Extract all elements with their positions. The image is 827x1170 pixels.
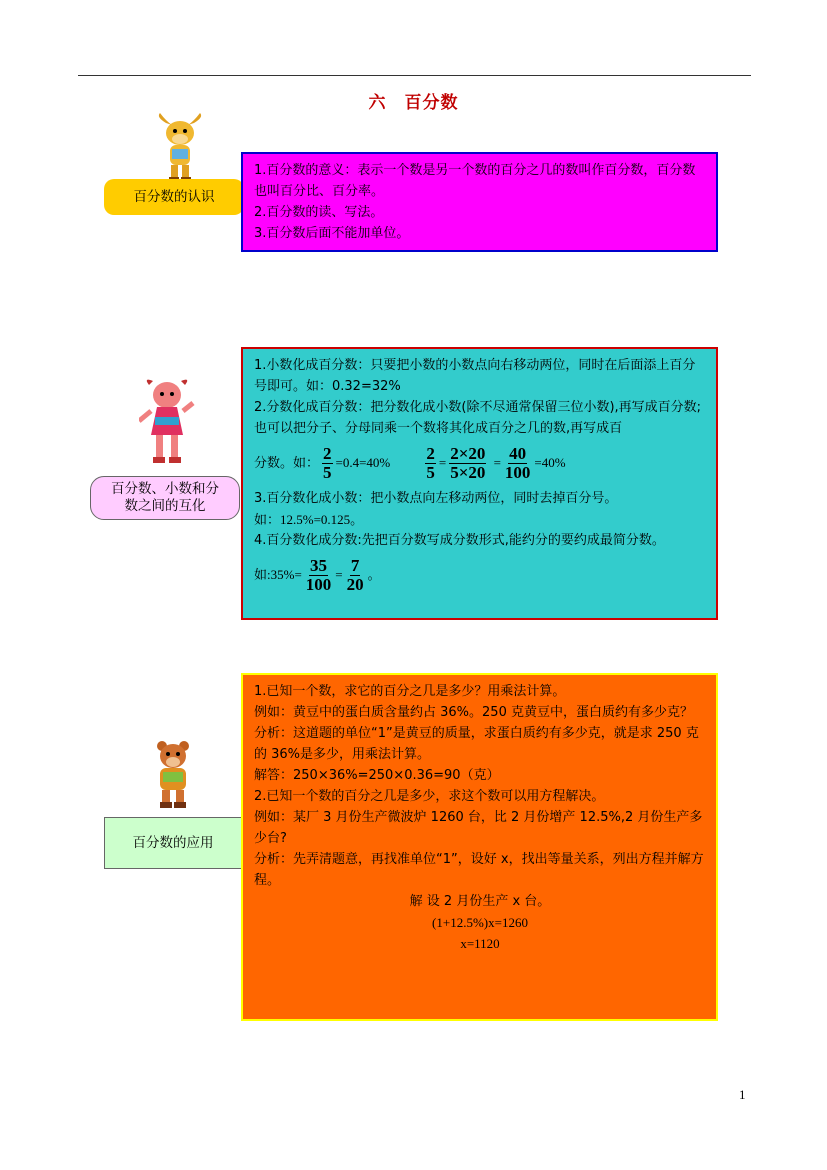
section2-label: 百分数、小数和分数之间的互化 (90, 476, 240, 520)
bear-mascot-image (150, 740, 196, 810)
section3-line: 1.已知一个数，求它的百分之几是多少？用乘法计算。 (254, 684, 566, 699)
solution-line: (1+12.5%)x=1260 (432, 915, 528, 930)
ex3-prefix: 如:35%= (254, 567, 302, 582)
fraction-2x20-5x20: $\frac{2\times 20}{5\times 20}$ (450, 444, 486, 482)
section2-box (241, 347, 718, 620)
section2-line4-example (254, 555, 706, 596)
section3-line: 例如：某厂 3 月份生产微波炉 1260 台，比 2 月份增产 12.5%,2 月份生产多少台? (254, 810, 703, 846)
section1-line: 2.百分数的读、写法。 (254, 205, 384, 220)
dancing-mascot-image (139, 377, 195, 469)
section3-line: 2.已知一个数的百分之几是多少，求这个数可以用方程解决。 (254, 789, 605, 804)
solution-line: x=1120 (460, 936, 500, 951)
section3-label: 百分数的应用 (104, 817, 242, 869)
section1-box (241, 152, 718, 252)
solution-line: 解 设 2 月份生产 x 台。 (409, 894, 551, 909)
page-number: 1 (739, 1087, 746, 1102)
section3-box (241, 673, 718, 1021)
section2-fraction-examples (254, 443, 706, 484)
section3-line: 分析：这道题的单位“1”是黄豆的质量，求蛋白质约有多少克，就是求 250 克的 36%是多少，用乘法计算。 (254, 726, 699, 762)
header-rule (78, 75, 751, 76)
section3-line: 分析：先弄清题意，再找准单位“1”，设好 x，找出等量关系，列出方程并解方程。 (254, 852, 704, 888)
section1-label: 百分数的认识 (104, 179, 244, 215)
section1-line: 1.百分数的意义：表示一个数是另一个数的百分之几的数叫作百分数，百分数也叫百分比、百分率。 (254, 163, 696, 199)
section3-line: 解答：250×36%=250×0.36=90（克） (254, 768, 500, 783)
section2-line2: 2.分数化成百分数：把分数化成小数(除不尽通常保留三位小数),再写成百分数;也可以把分子、分母同乘一个数将其化成百分之几的数,再写成百 (254, 400, 702, 436)
fraction-7-20: $\frac{7}{20}$ (346, 556, 364, 594)
section2-line1: 1.小数化成百分数：只要把小数的小数点向右移动两位，同时在后面添上百分号即可。如：0.32=32% (254, 358, 696, 394)
section1-line: 3.百分数后面不能加单位。 (254, 226, 410, 241)
section2-line2-prefix: 分数。如： (254, 456, 320, 471)
fraction-35-100: $\frac{35}{100}$ (305, 556, 332, 594)
section2-line3-example: 如：12.5%=0.125。 (254, 512, 364, 527)
fraction-2-5: $\frac{2}{5}$ (426, 444, 435, 482)
section2-line4: 4.百分数化成分数:先把百分数写成分数形式,能约分的要约成最简分数。 (254, 533, 665, 548)
ex1-result: =0.4=40% (335, 455, 391, 470)
page-title: 六 百分数 (368, 93, 459, 113)
fraction-2-5: $\frac{2}{5}$ (323, 444, 332, 482)
equals-sign: = (493, 455, 501, 470)
section2-line3: 3.百分数化成小数：把小数点向左移动两位，同时去掉百分号。 (254, 491, 618, 506)
fraction-40-100: $\frac{40}{100}$ (504, 444, 531, 482)
ox-mascot-image (152, 113, 208, 185)
equals-sign: = (438, 455, 447, 470)
equals-sign: = (335, 567, 343, 582)
ex2-result: =40% (534, 455, 566, 470)
section3-line: 例如：黄豆中的蛋白质含量约占 36%。250 克黄豆中，蛋白质约有多少克？ (254, 705, 693, 720)
ex3-end: 。 (367, 568, 381, 583)
